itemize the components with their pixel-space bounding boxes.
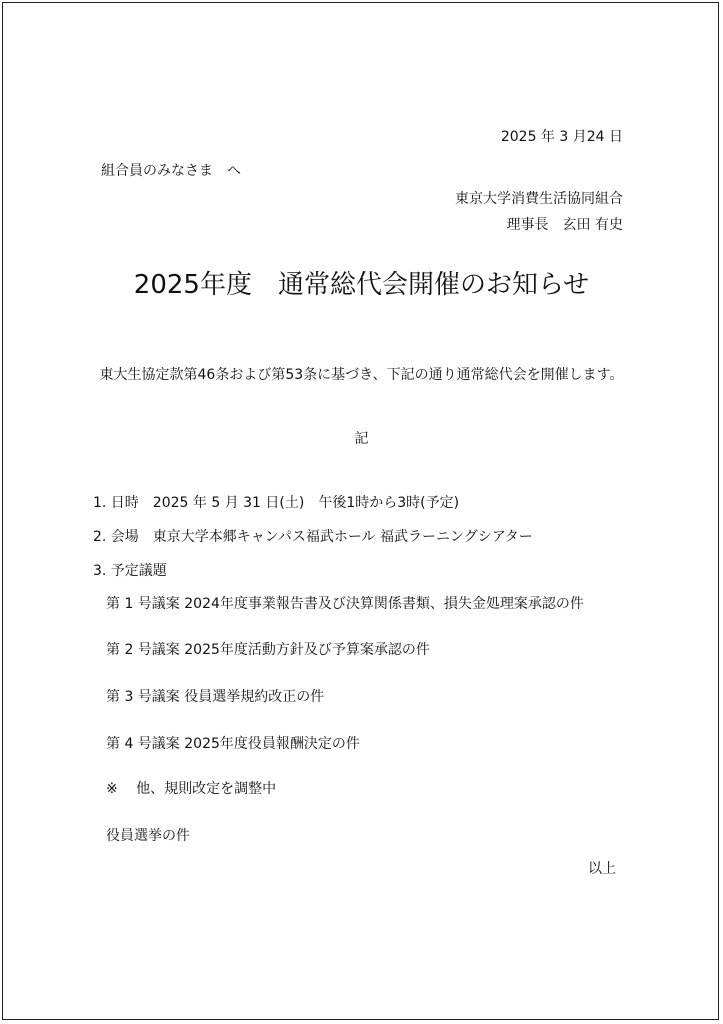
page-title: 2025年度 通常総代会開催のお知らせ bbox=[133, 270, 590, 300]
ki-heading: 記 bbox=[354, 431, 369, 447]
sender-representative: 理事長 玄田 有史 bbox=[506, 217, 623, 233]
recipient: 組合員のみなさま へ bbox=[101, 163, 241, 179]
agenda-item: 第 4 号議案 2025年度役員報酬決定の件 bbox=[106, 736, 360, 752]
item-venue: 2. 会場 東京大学本郷キャンパス福武ホール 福武ラーニングシアター bbox=[93, 529, 533, 545]
item-agenda-heading: 3. 予定議題 bbox=[93, 563, 167, 579]
closing: 以上 bbox=[588, 861, 616, 877]
election-item: 役員選挙の件 bbox=[106, 828, 190, 844]
document-date: 2025 年 3 月24 日 bbox=[500, 129, 623, 145]
sender-organization: 東京大学消費生活協同組合 bbox=[455, 191, 623, 207]
item-datetime: 1. 日時 2025 年 5 月 31 日(土) 午後1時から3時(予定) bbox=[93, 495, 460, 511]
agenda-item: 第 1 号議案 2024年度事業報告書及び決算関係書類、損失金処理案承認の件 bbox=[106, 596, 584, 612]
note: ※ 他、規則改定を調整中 bbox=[106, 781, 277, 797]
agenda-item: 第 2 号議案 2025年度活動方針及び予算案承認の件 bbox=[106, 642, 430, 658]
intro-paragraph: 東大生協定款第46条および第53条に基づき、下記の通り通常総代会を開催します。 bbox=[99, 367, 624, 383]
agenda-item: 第 3 号議案 役員選挙規約改正の件 bbox=[106, 689, 325, 705]
